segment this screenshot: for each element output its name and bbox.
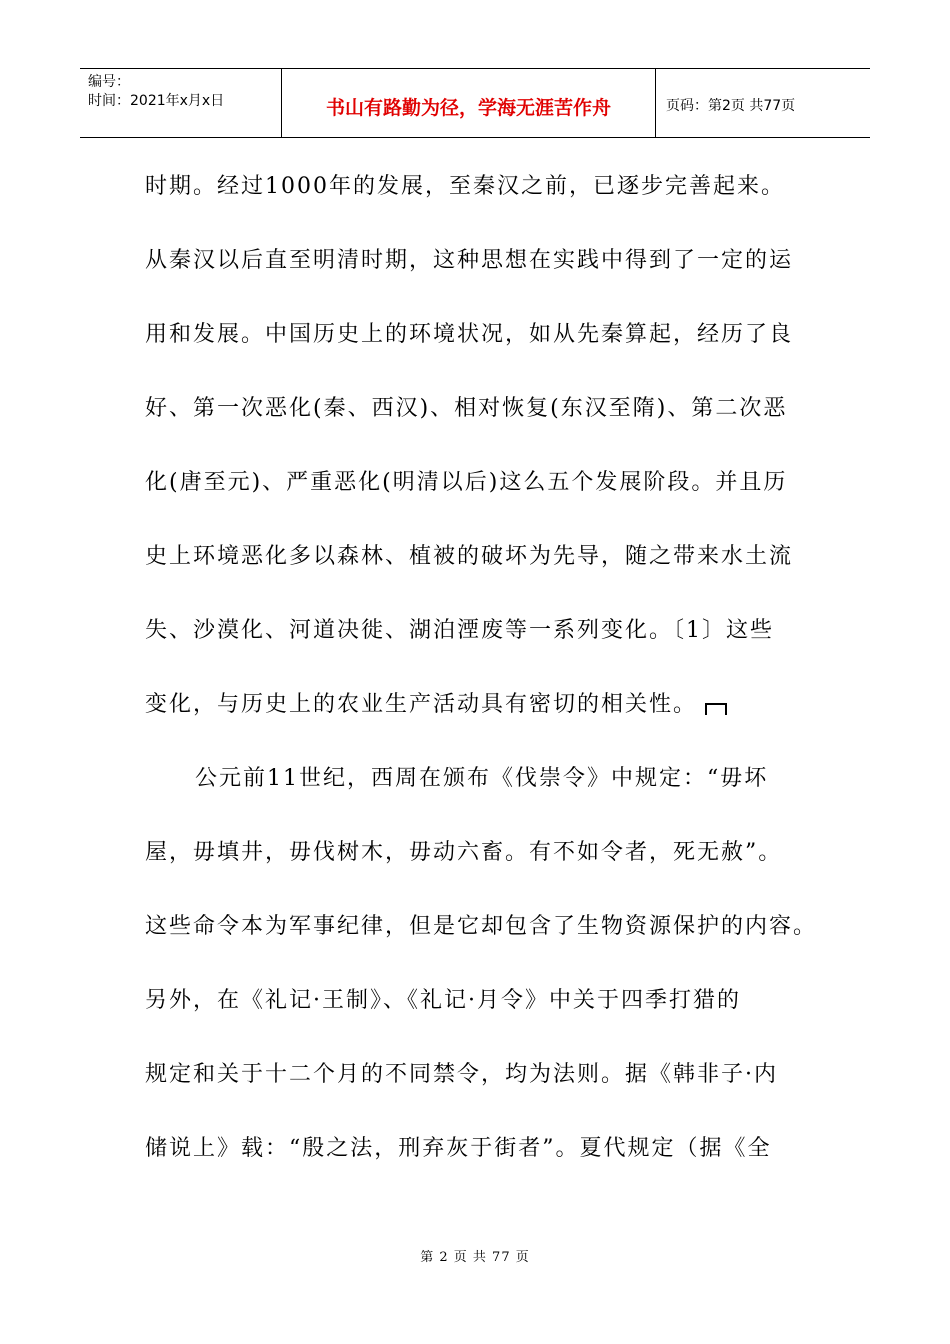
body-line: 化(唐至元)、严重恶化(明清以后)这么五个发展阶段。并且历 <box>145 470 788 495</box>
document-body <box>145 150 818 1186</box>
body-line: 这些命令本为军事纪律，但是它却包含了生物资源保护的内容。 <box>145 914 818 939</box>
paragraph-mark-icon <box>705 703 727 715</box>
motto-text: 书山有路勤为径，学海无涯苦作舟 <box>325 96 611 119</box>
body-line: 规定和关于十二个月的不同禁令，均为法则。据《韩非子·内 <box>145 1062 778 1087</box>
body-line: 用和发展。中国历史上的环境状况，如从先秦算起，经历了良 <box>145 322 794 347</box>
page-footer: 第 2 页 共 77 页 <box>420 1250 530 1265</box>
header-page-cell <box>656 69 870 137</box>
header-table <box>80 68 870 138</box>
body-line-with-mark <box>145 668 815 742</box>
body-line: 从秦汉以后直至明清时期，这种思想在实践中得到了一定的运 <box>145 248 794 273</box>
body-line: 史上环境恶化多以森林、植被的破坏为先导，随之带来水土流 <box>145 544 794 569</box>
date-label: 时间：2021年x月x日 <box>88 93 225 109</box>
page-info-text: 页码：第2页 共77页 <box>666 98 796 114</box>
serial-number-label: 编号： <box>88 74 130 90</box>
body-line: 时期。经过1000年的发展，至秦汉之前，已逐步完善起来。 <box>145 174 785 199</box>
body-line: 失、沙漠化、河道决徙、湖泊湮废等一系列变化。〔1〕这些 <box>145 618 774 643</box>
body-line: 另外，在《礼记·王制》、《礼记·月令》中关于四季打猎的 <box>145 988 741 1013</box>
body-line: 公元前11世纪，西周在颁布《伐崇令》中规定：“毋坏 <box>195 766 769 791</box>
header-meta-cell <box>80 69 282 137</box>
body-line-text: 变化，与历史上的农业生产活动具有密切的相关性。 <box>145 692 698 717</box>
header-motto-cell <box>282 69 656 137</box>
body-line: 屋，毋填井，毋伐树木，毋动六畜。有不如令者，死无赦”。 <box>145 840 783 865</box>
body-line: 储说上》载：“殷之法，刑弃灰于街者”。夏代规定（据《全 <box>145 1136 772 1161</box>
body-line: 好、第一次恶化(秦、西汉)、相对恢复(东汉至隋)、第二次恶 <box>145 396 788 421</box>
